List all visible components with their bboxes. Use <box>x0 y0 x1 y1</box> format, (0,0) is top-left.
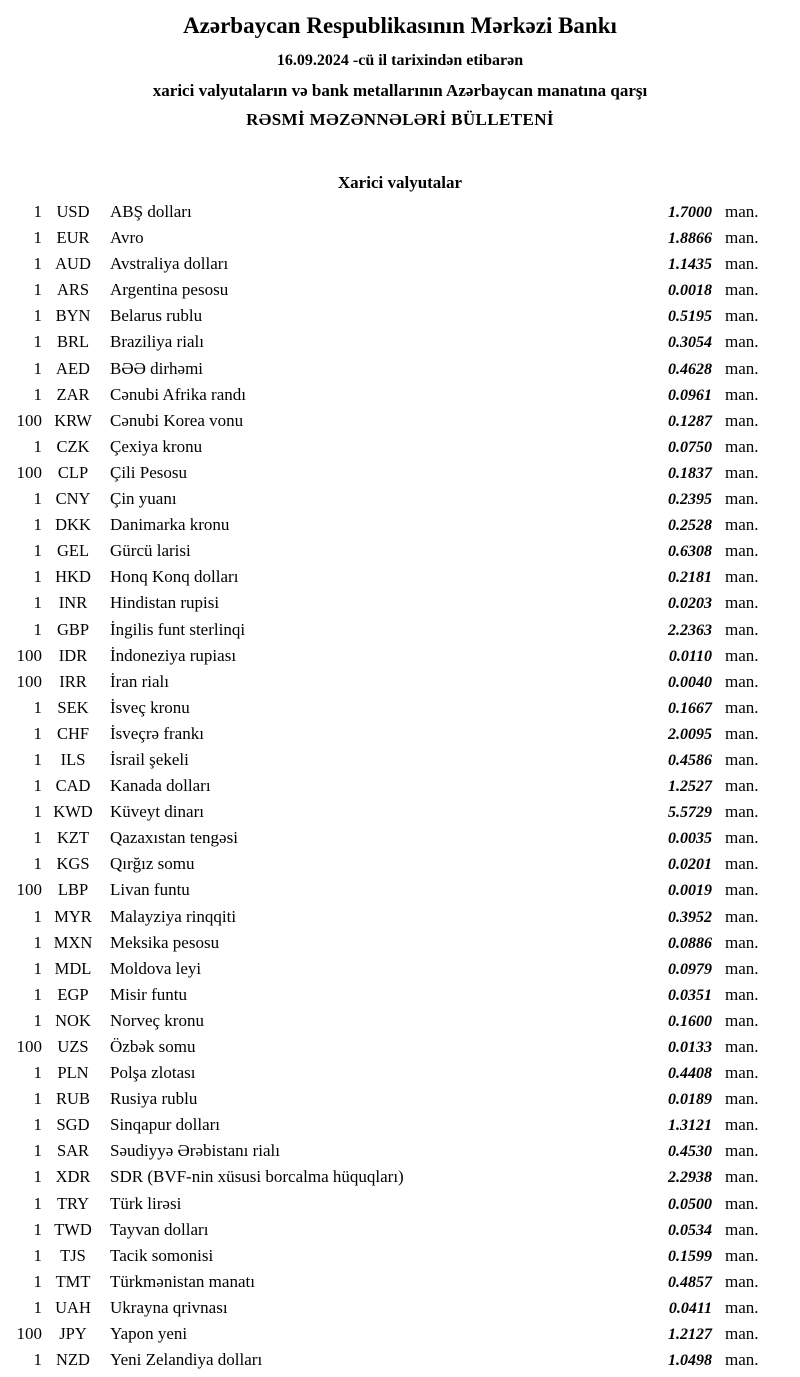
table-row <box>8 985 770 1011</box>
table-row <box>8 228 770 254</box>
table-row <box>8 620 770 646</box>
rate-value: 0.4530 <box>668 1143 712 1161</box>
rate-unit: man. <box>725 541 759 561</box>
rate-quantity: 100 <box>16 410 42 430</box>
rate-quantity: 1 <box>33 1141 42 1161</box>
rate-value: 0.1837 <box>668 464 712 482</box>
table-row <box>8 698 770 724</box>
rate-quantity: 1 <box>33 358 42 378</box>
table-row <box>8 541 770 567</box>
currency-code: EUR <box>56 228 90 248</box>
currency-code: CNY <box>55 489 91 509</box>
currency-name: Qazaxıstan tengəsi <box>110 828 238 848</box>
currency-name: Norveç kronu <box>110 1010 204 1030</box>
rate-value: 0.0189 <box>668 1091 712 1109</box>
rate-value: 1.8866 <box>668 230 712 248</box>
table-row <box>8 1350 770 1376</box>
currency-name: İsveç kronu <box>110 697 190 717</box>
rate-unit: man. <box>725 567 759 587</box>
currency-name: Özbək somu <box>110 1037 196 1056</box>
table-row <box>8 359 770 385</box>
currency-code: USD <box>56 202 90 221</box>
rate-quantity: 1 <box>33 619 42 639</box>
currency-name: Avro <box>110 228 144 248</box>
currency-code: HKD <box>55 567 91 587</box>
currency-name: Çin yuanı <box>110 489 177 509</box>
rate-unit: man. <box>725 202 759 221</box>
currency-name: Rusiya rublu <box>110 1089 198 1109</box>
table-row <box>8 1037 770 1063</box>
currency-name: Danimarka kronu <box>110 515 230 535</box>
rate-unit: man. <box>725 1324 759 1344</box>
currency-name: Türkmənistan manatı <box>110 1271 255 1291</box>
currency-code: ARS <box>56 280 90 300</box>
rate-unit: man. <box>725 332 759 352</box>
table-row <box>8 593 770 619</box>
rate-quantity: 1 <box>33 723 42 743</box>
currency-name: Hindistan rupisi <box>110 593 220 613</box>
rate-value: 0.4586 <box>668 751 712 769</box>
section-title-foreign-currencies: Xarici valyutalar <box>337 173 463 192</box>
rate-value: 2.0095 <box>668 725 712 743</box>
rate-value: 0.1600 <box>668 1012 712 1030</box>
currency-name: Honq Konq dolları <box>110 567 239 587</box>
currency-code: AUD <box>55 254 91 274</box>
currency-code: ILS <box>60 749 86 769</box>
rate-unit: man. <box>725 384 759 404</box>
rate-unit: man. <box>725 1141 759 1161</box>
rate-unit: man. <box>725 958 759 978</box>
rate-unit: man. <box>725 932 759 952</box>
rate-quantity: 1 <box>33 828 42 848</box>
rate-value: 0.0961 <box>668 386 712 404</box>
currency-name: Sinqapur dolları <box>110 1115 221 1135</box>
rate-quantity: 1 <box>33 1271 42 1291</box>
bulletin-subtitle: xarici valyutaların və bank metallarının Azərbaycan manatına qarşı <box>152 81 648 100</box>
rate-unit: man. <box>725 723 759 743</box>
rate-value: 1.7000 <box>668 204 712 221</box>
table-row <box>8 724 770 750</box>
currency-name: ABŞ dolları <box>110 202 192 221</box>
currency-code: CZK <box>56 436 90 456</box>
table-row <box>8 854 770 880</box>
currency-code: DKK <box>55 515 91 535</box>
currency-code: CLP <box>57 462 89 482</box>
rate-unit: man. <box>725 489 759 509</box>
rate-value: 0.4857 <box>668 1273 712 1291</box>
currency-code: JPY <box>59 1324 87 1344</box>
rate-unit: man. <box>725 1297 759 1317</box>
currency-name: Yapon yeni <box>110 1324 188 1344</box>
rate-value: 0.5195 <box>668 308 712 326</box>
rate-quantity: 1 <box>33 384 42 404</box>
currency-name: Çili Pesosu <box>110 462 187 482</box>
rate-unit: man. <box>725 697 759 717</box>
rate-unit: man. <box>725 410 759 430</box>
rate-unit: man. <box>725 828 759 848</box>
rate-quantity: 1 <box>33 306 42 326</box>
rate-quantity: 1 <box>33 906 42 926</box>
currency-name: Avstraliya dolları <box>110 254 229 274</box>
rate-unit: man. <box>725 802 759 822</box>
currency-code: KGS <box>56 854 90 874</box>
rate-quantity: 1 <box>33 1297 42 1317</box>
currency-code: SAR <box>56 1141 90 1161</box>
rate-quantity: 1 <box>33 697 42 717</box>
rate-unit: man. <box>725 984 759 1004</box>
rate-unit: man. <box>725 462 759 482</box>
rate-value: 0.2528 <box>668 517 712 535</box>
rate-value: 1.0498 <box>668 1352 712 1370</box>
rate-quantity: 1 <box>33 436 42 456</box>
currency-code: MYR <box>54 906 92 926</box>
rate-unit: man. <box>725 1063 759 1083</box>
table-row <box>8 828 770 854</box>
currency-name: Malayziya rinqqiti <box>110 906 237 926</box>
currency-code: TJS <box>60 1245 86 1265</box>
rate-quantity: 1 <box>33 254 42 274</box>
rate-unit: man. <box>725 1245 759 1265</box>
bulletin-title: RƏSMİ MƏZƏNNƏLƏRİ BÜLLETENİ <box>246 110 554 129</box>
rate-value: 0.1287 <box>668 412 712 430</box>
rate-value: 0.1599 <box>668 1247 712 1265</box>
currency-code: RUB <box>56 1089 90 1109</box>
currency-code: NZD <box>56 1350 90 1370</box>
rate-value: 0.4408 <box>668 1065 712 1083</box>
rate-unit: man. <box>725 1271 759 1291</box>
rate-value: 5.5729 <box>668 804 712 822</box>
currency-code: BYN <box>55 306 91 326</box>
currency-name: Səudiyyə Ərəbistanı rialı <box>110 1141 280 1161</box>
table-row <box>8 1220 770 1246</box>
currency-code: NOK <box>55 1010 91 1030</box>
currency-name: İngilis funt sterlinqi <box>110 619 246 639</box>
rate-value: 0.3952 <box>668 908 712 926</box>
currency-code: TRY <box>56 1193 90 1213</box>
currency-code: GBP <box>56 619 90 639</box>
rate-quantity: 1 <box>33 1219 42 1239</box>
rate-unit: man. <box>725 906 759 926</box>
table-row <box>8 646 770 672</box>
rate-unit: man. <box>725 254 759 274</box>
table-row <box>8 1141 770 1167</box>
currency-code: IDR <box>58 645 88 665</box>
effective-date-line: 16.09.2024 -cü il tarixindən etibarən <box>276 52 524 69</box>
rate-unit: man. <box>725 854 759 874</box>
rate-quantity: 1 <box>33 593 42 613</box>
table-row <box>8 959 770 985</box>
rate-quantity: 1 <box>33 984 42 1004</box>
currency-code: MDL <box>54 958 92 978</box>
currency-name: SDR (BVF-nin xüsusi borcalma hüquqları) <box>110 1167 404 1187</box>
rate-quantity: 100 <box>16 671 42 691</box>
currency-name: Argentina pesosu <box>110 280 229 300</box>
rate-quantity: 1 <box>33 802 42 822</box>
table-row <box>8 567 770 593</box>
rate-unit: man. <box>725 880 759 900</box>
currency-name: İran rialı <box>110 671 169 691</box>
currency-code: CAD <box>55 776 91 796</box>
exchange-rates-table <box>8 202 770 1376</box>
table-row <box>8 1246 770 1272</box>
currency-name: İsrail şekeli <box>110 749 189 769</box>
rate-value: 0.0040 <box>668 673 712 691</box>
rate-unit: man. <box>725 436 759 456</box>
table-row <box>8 1063 770 1089</box>
rate-quantity: 1 <box>33 228 42 248</box>
currency-code: AED <box>56 358 90 378</box>
currency-name: Çexiya kronu <box>110 436 203 456</box>
table-row <box>8 437 770 463</box>
rate-unit: man. <box>725 645 759 665</box>
rate-unit: man. <box>725 306 759 326</box>
rate-unit: man. <box>725 1115 759 1135</box>
table-row <box>8 515 770 541</box>
table-row <box>8 280 770 306</box>
rate-unit: man. <box>725 1037 759 1056</box>
rate-value: 0.0351 <box>668 986 712 1004</box>
currency-code: KRW <box>54 410 92 430</box>
currency-code: UZS <box>57 1037 89 1056</box>
rate-quantity: 1 <box>33 776 42 796</box>
rate-unit: man. <box>725 776 759 796</box>
rate-value: 0.2395 <box>668 491 712 509</box>
table-row <box>8 1194 770 1220</box>
rate-value: 0.0534 <box>668 1221 712 1239</box>
rate-quantity: 1 <box>33 854 42 874</box>
currency-name: BƏƏ dirhəmi <box>110 358 204 378</box>
rate-value: 1.2527 <box>668 778 712 796</box>
currency-code: LBP <box>57 880 89 900</box>
rate-quantity: 1 <box>33 1167 42 1187</box>
rate-unit: man. <box>725 280 759 300</box>
currency-code: PLN <box>57 1063 89 1083</box>
currency-code: SGD <box>56 1115 90 1135</box>
table-row <box>8 489 770 515</box>
currency-code: SEK <box>57 697 89 717</box>
currency-name: Misir funtu <box>110 984 187 1004</box>
table-row <box>8 1272 770 1298</box>
currency-code: GEL <box>56 541 90 561</box>
currency-name: Moldova leyi <box>110 958 202 978</box>
rate-quantity: 1 <box>33 1245 42 1265</box>
table-row <box>8 1011 770 1037</box>
rate-quantity: 1 <box>33 489 42 509</box>
currency-name: Braziliya rialı <box>110 332 204 352</box>
table-row <box>8 254 770 280</box>
rate-quantity: 1 <box>33 567 42 587</box>
currency-name: Gürcü larisi <box>110 541 191 561</box>
rate-unit: man. <box>725 515 759 535</box>
rate-value: 0.0411 <box>668 1299 712 1317</box>
table-row <box>8 802 770 828</box>
rate-quantity: 100 <box>16 462 42 482</box>
rate-unit: man. <box>725 358 759 378</box>
rate-quantity: 1 <box>33 515 42 535</box>
rate-unit: man. <box>725 593 759 613</box>
rate-value: 1.2127 <box>668 1326 712 1344</box>
table-row <box>8 1115 770 1141</box>
rate-value: 0.0133 <box>668 1039 712 1056</box>
rate-value: 0.0750 <box>668 438 712 456</box>
rate-quantity: 1 <box>33 1089 42 1109</box>
rate-quantity: 100 <box>16 1324 42 1344</box>
currency-name: İsveçrə frankı <box>110 723 204 743</box>
currency-code: IRR <box>59 671 87 691</box>
rate-unit: man. <box>725 1010 759 1030</box>
table-row <box>8 306 770 332</box>
currency-name: Tacik somonisi <box>110 1245 214 1265</box>
rate-quantity: 1 <box>33 1010 42 1030</box>
rate-quantity: 1 <box>33 749 42 769</box>
currency-code: TWD <box>54 1219 92 1239</box>
currency-name: Tayvan dolları <box>110 1219 209 1239</box>
currency-code: KWD <box>53 802 93 822</box>
rate-value: 0.0201 <box>668 856 712 874</box>
rate-quantity: 1 <box>33 1115 42 1135</box>
currency-name: Ukrayna qrivnası <box>110 1297 228 1317</box>
table-row <box>8 1324 770 1350</box>
table-row <box>8 1298 770 1324</box>
currency-name: Kanada dolları <box>110 776 211 796</box>
rate-quantity: 100 <box>16 880 42 900</box>
currency-name: Meksika pesosu <box>110 932 220 952</box>
rate-value: 0.6308 <box>668 543 712 561</box>
rate-value: 0.2181 <box>668 569 712 587</box>
rate-value: 0.0203 <box>668 595 712 613</box>
rate-value: 1.3121 <box>668 1117 712 1135</box>
rate-unit: man. <box>725 1350 759 1370</box>
page-title: Azərbaycan Respublikasının Mərkəzi Bankı <box>183 13 617 38</box>
rate-value: 0.0018 <box>668 282 712 300</box>
rate-value: 0.0500 <box>668 1195 712 1213</box>
table-row <box>8 933 770 959</box>
rate-unit: man. <box>725 671 759 691</box>
currency-name: Cənubi Korea vonu <box>110 410 244 430</box>
currency-name: Livan funtu <box>110 880 190 900</box>
rate-quantity: 1 <box>33 1193 42 1213</box>
table-row <box>8 880 770 906</box>
rate-value: 0.0886 <box>668 934 712 952</box>
rate-value: 2.2363 <box>668 621 712 639</box>
bulletin-header <box>0 0 800 130</box>
rate-value: 0.0035 <box>668 830 712 848</box>
rate-quantity: 1 <box>33 332 42 352</box>
table-row <box>8 202 770 228</box>
table-row <box>8 1167 770 1193</box>
rate-unit: man. <box>725 1219 759 1239</box>
currency-code: INR <box>58 593 88 613</box>
currency-code: CHF <box>56 723 90 743</box>
rate-value: 2.2938 <box>668 1169 712 1187</box>
rate-unit: man. <box>725 619 759 639</box>
rate-quantity: 1 <box>33 1063 42 1083</box>
currency-code: ZAR <box>56 384 90 404</box>
table-row <box>8 332 770 358</box>
currency-code: KZT <box>56 828 90 848</box>
currency-name: Yeni Zelandiya dolları <box>110 1350 263 1370</box>
rate-quantity: 1 <box>33 932 42 952</box>
table-row <box>8 776 770 802</box>
rate-quantity: 1 <box>33 1350 42 1370</box>
rate-unit: man. <box>725 1193 759 1213</box>
rate-quantity: 1 <box>33 958 42 978</box>
currency-code: UAH <box>55 1297 91 1317</box>
rate-value: 0.0979 <box>668 960 712 978</box>
rate-quantity: 1 <box>33 280 42 300</box>
table-row <box>8 750 770 776</box>
rate-value: 0.1667 <box>668 699 712 717</box>
rate-unit: man. <box>725 1167 759 1187</box>
rate-quantity: 1 <box>33 202 42 221</box>
currency-code: XDR <box>55 1167 91 1187</box>
table-row <box>8 411 770 437</box>
rate-value: 0.4628 <box>668 360 712 378</box>
currency-name: İndoneziya rupiası <box>110 645 237 665</box>
table-row <box>8 672 770 698</box>
table-row <box>8 463 770 489</box>
rate-quantity: 100 <box>16 1037 42 1056</box>
rate-value: 0.3054 <box>668 334 712 352</box>
rate-value: 0.0110 <box>668 647 712 665</box>
rate-unit: man. <box>725 749 759 769</box>
rate-quantity: 1 <box>33 541 42 561</box>
currency-code: TMT <box>55 1271 91 1291</box>
currency-name: Türk lirəsi <box>110 1193 182 1213</box>
rate-quantity: 100 <box>16 645 42 665</box>
currency-code: MXN <box>53 932 93 952</box>
rate-unit: man. <box>725 228 759 248</box>
currency-name: Cənubi Afrika randı <box>110 384 246 404</box>
currency-name: Qırğız somu <box>110 854 195 874</box>
table-row <box>8 907 770 933</box>
currency-name: Belarus rublu <box>110 306 203 326</box>
currency-code: BRL <box>56 332 90 352</box>
currency-name: Polşa zlotası <box>110 1063 196 1083</box>
currency-code: EGP <box>57 984 89 1004</box>
rate-value: 0.0019 <box>668 882 712 900</box>
table-row <box>8 1089 770 1115</box>
table-row <box>8 385 770 411</box>
currency-name: Küveyt dinarı <box>110 802 204 822</box>
rate-unit: man. <box>725 1089 759 1109</box>
rate-value: 1.1435 <box>668 256 712 274</box>
